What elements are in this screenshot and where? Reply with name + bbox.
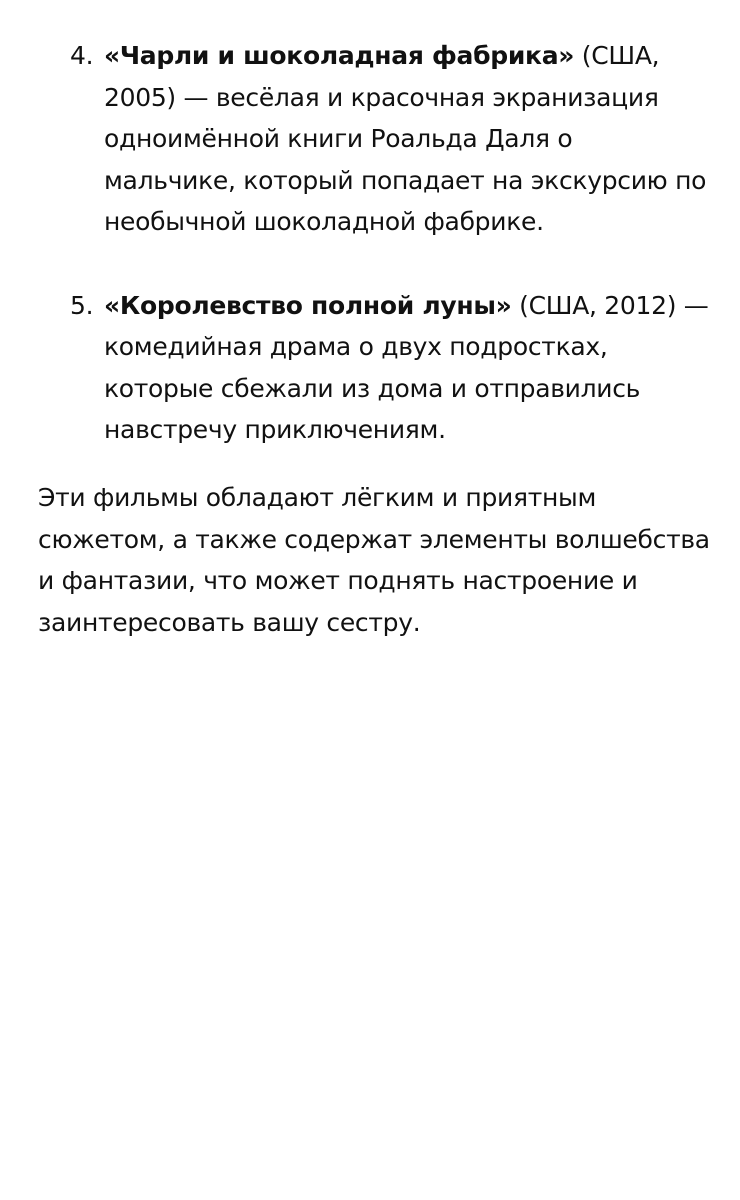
movie-description: (США, 2012) — комедийная драма о двух подростках, которые сбежали из дома и отправились навстречу приключениям. <box>104 290 709 444</box>
list-item-number: 4. <box>70 41 94 70</box>
movie-title: «Королевство полной луны» <box>104 290 512 320</box>
movie-description: (США, 2005) — весёлая и красочная экранизация одноимённой книги Роальда Даля о мальчике, который попадает на экскурсию по необычной шоколадной фабрике. <box>104 41 707 236</box>
movie-list <box>0 35 740 451</box>
list-item <box>0 285 740 451</box>
list-item <box>0 35 740 243</box>
list-item-number: 5. <box>70 290 94 320</box>
movie-title: «Чарли и шоколадная фабрика» <box>104 41 575 70</box>
summary-paragraph: Эти фильмы обладают лёгким и приятным сюжетом, а также содержат элементы волшебства и фантазии, что может поднять настроение и заинтересовать вашу сестру. <box>38 483 710 637</box>
